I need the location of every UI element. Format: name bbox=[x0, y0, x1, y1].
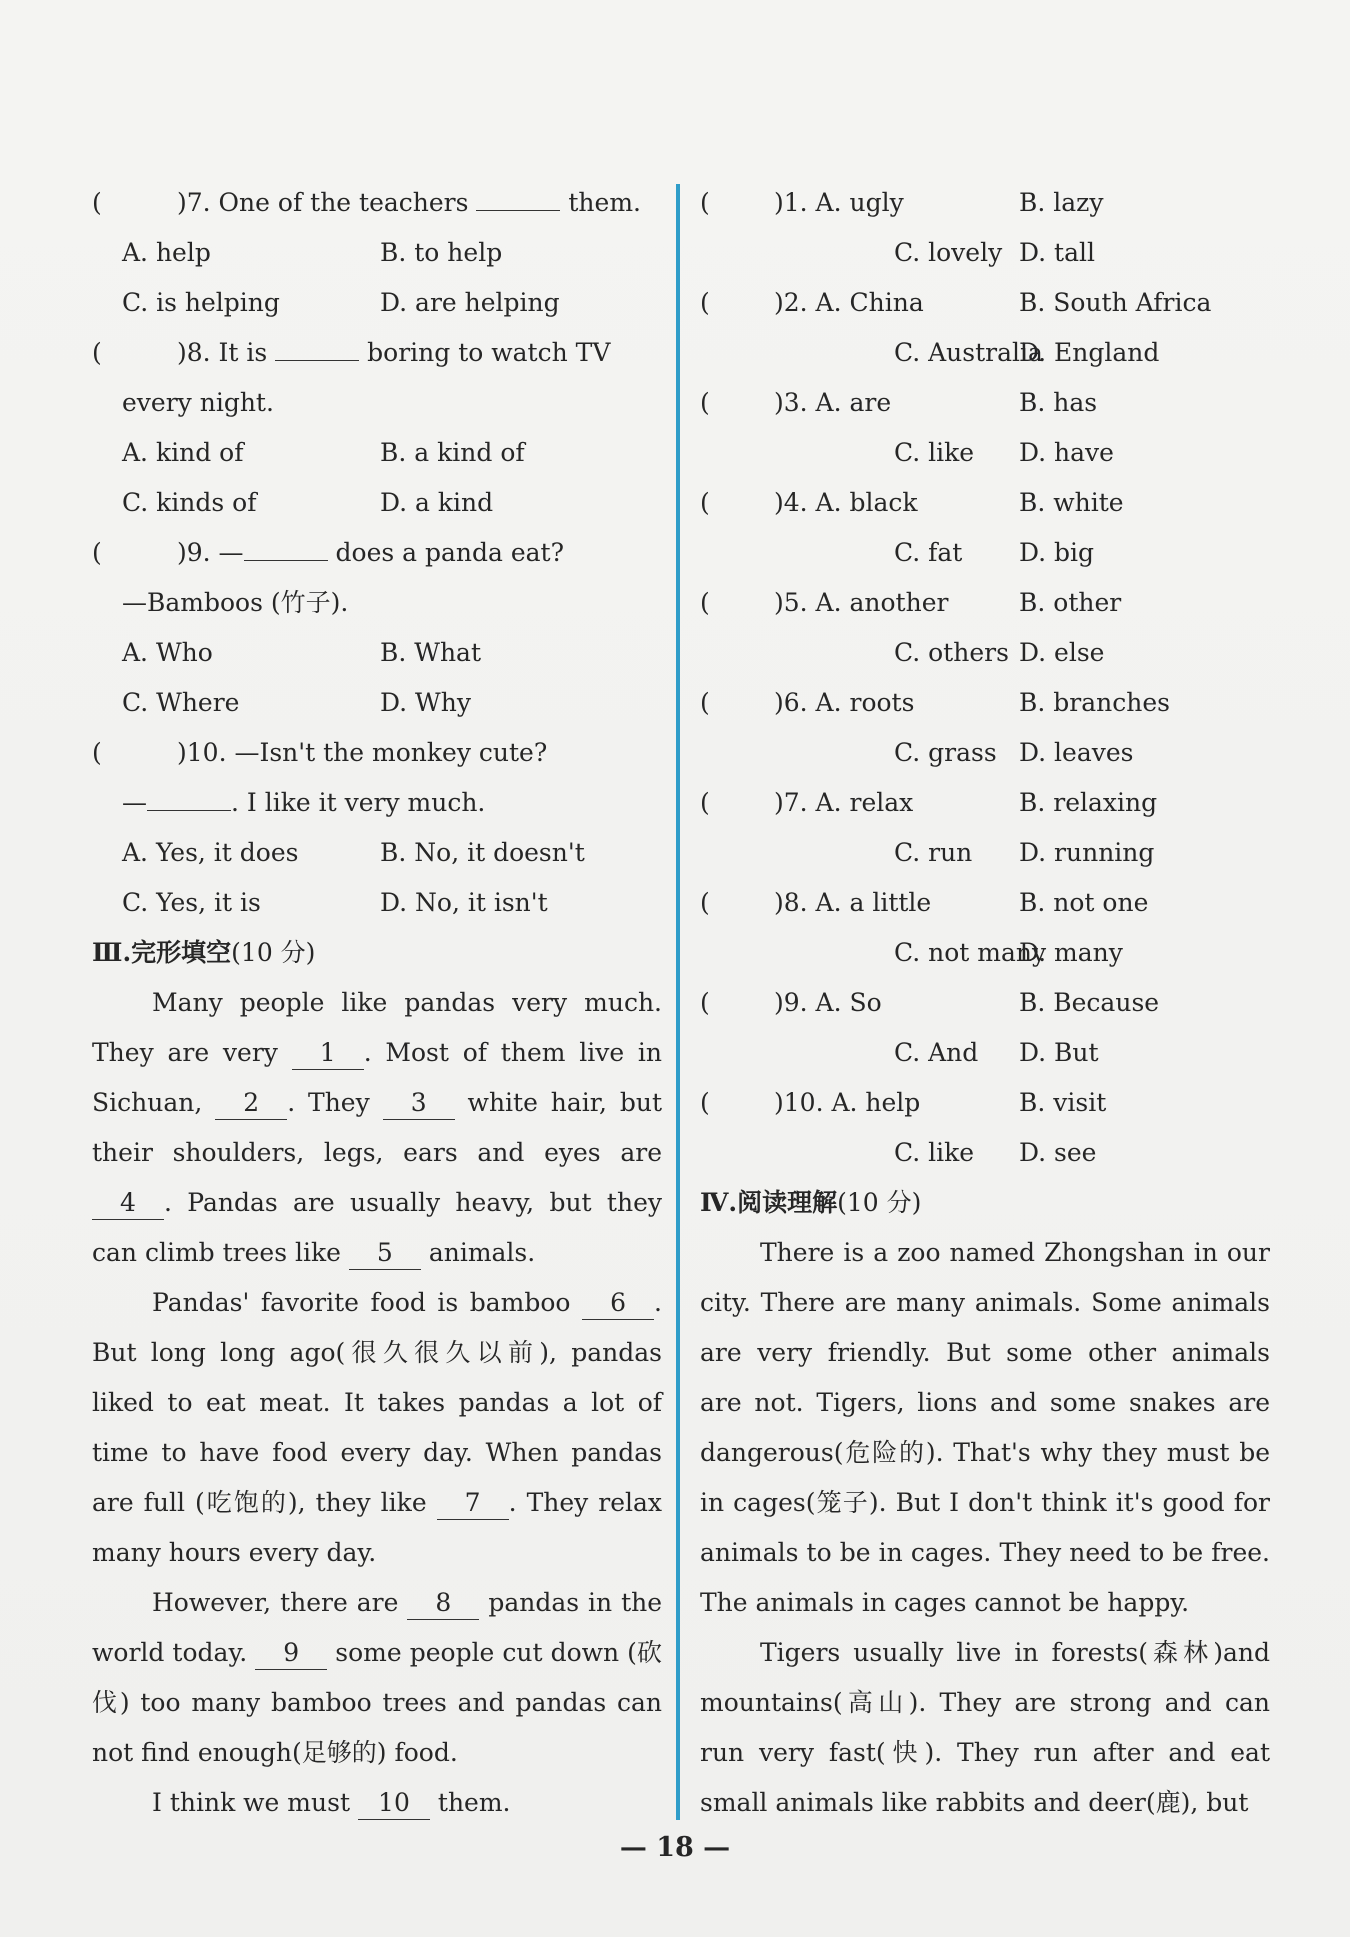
cloze-item-2-row2 bbox=[700, 328, 1270, 378]
answer-paren[interactable]: ( bbox=[700, 288, 710, 317]
option-a[interactable]: A. kind of bbox=[122, 438, 244, 467]
cloze-text: I think we must bbox=[152, 1788, 350, 1817]
answer-paren[interactable]: ( bbox=[700, 1088, 710, 1117]
cloze-blank-1[interactable]: 1 bbox=[292, 1037, 364, 1070]
option-a[interactable]: )2. A. China bbox=[774, 288, 924, 317]
option-b[interactable]: B. branches bbox=[1019, 688, 1170, 717]
option-a[interactable]: )4. A. black bbox=[774, 488, 918, 517]
cloze-text: white hair, but their shoulders, legs, ears and eyes are bbox=[92, 1088, 662, 1167]
option-d[interactable]: D. many bbox=[1019, 938, 1123, 967]
option-d[interactable]: D. see bbox=[1019, 1138, 1097, 1167]
answer-paren[interactable]: ( bbox=[700, 888, 710, 917]
options-row bbox=[92, 478, 662, 528]
cloze-blank-10[interactable]: 10 bbox=[358, 1787, 430, 1820]
question-tail: them. bbox=[568, 188, 641, 217]
options-row bbox=[92, 678, 662, 728]
cloze-blank-6[interactable]: 6 bbox=[582, 1287, 654, 1320]
cloze-item-3-row2 bbox=[700, 428, 1270, 478]
option-c[interactable]: C. Australia bbox=[894, 338, 1043, 367]
option-d[interactable]: D. else bbox=[1019, 638, 1105, 667]
option-a[interactable]: )7. A. relax bbox=[774, 788, 914, 817]
cloze-text: . Most of them live in Sichuan, bbox=[92, 1038, 663, 1117]
question-continuation: every night. bbox=[122, 388, 274, 417]
options-row bbox=[92, 278, 662, 328]
cloze-text: Many people like pandas very much. They are very bbox=[92, 988, 662, 1067]
question-9 bbox=[92, 528, 662, 578]
option-c[interactable]: C. not many bbox=[894, 938, 1047, 967]
question-8 bbox=[92, 328, 662, 378]
option-a[interactable]: )1. A. ugly bbox=[774, 188, 904, 217]
option-a[interactable]: )9. A. So bbox=[774, 988, 882, 1017]
option-b[interactable]: B. white bbox=[1019, 488, 1124, 517]
answer-paren[interactable]: ( bbox=[92, 538, 102, 567]
answer-paren[interactable]: ( bbox=[700, 788, 710, 817]
option-d[interactable]: D. England bbox=[1019, 338, 1160, 367]
section-score: (10 分) bbox=[231, 938, 316, 967]
cloze-text: pandas in the world today. bbox=[92, 1588, 663, 1667]
option-c[interactable]: C. run bbox=[894, 838, 973, 867]
cloze-text: . But long long ago(很久很久以前), pandas liked to eat meat. It takes pandas a lot of time to have food every day. When pandas are full (吃饱的), they like bbox=[92, 1288, 662, 1517]
cloze-item-6 bbox=[700, 678, 1270, 728]
cloze-text: Pandas' favorite food is bamboo bbox=[152, 1288, 571, 1317]
option-d[interactable]: D. leaves bbox=[1019, 738, 1134, 767]
answer-paren[interactable]: ( bbox=[92, 188, 102, 217]
right-column bbox=[700, 178, 1270, 1828]
question-7 bbox=[92, 178, 662, 228]
option-c[interactable]: C. kinds of bbox=[122, 488, 257, 517]
cloze-item-5 bbox=[700, 578, 1270, 628]
cloze-blank-9[interactable]: 9 bbox=[255, 1637, 327, 1670]
cloze-text: . They relax many hours every day. bbox=[92, 1488, 662, 1567]
cloze-item-3 bbox=[700, 378, 1270, 428]
option-c[interactable]: C. grass bbox=[894, 738, 997, 767]
blank bbox=[275, 360, 359, 361]
answer-paren[interactable]: ( bbox=[700, 988, 710, 1017]
cloze-text: . They bbox=[287, 1088, 370, 1117]
answer-paren[interactable]: ( bbox=[92, 738, 102, 767]
cloze-text: . Pandas are usually heavy, but they can climb trees like bbox=[92, 1188, 662, 1267]
section-title: 阅读理解 bbox=[737, 1188, 838, 1217]
answer-paren[interactable]: ( bbox=[700, 588, 710, 617]
question-continuation bbox=[92, 778, 662, 828]
option-c[interactable]: C. is helping bbox=[122, 288, 280, 317]
cloze-text: some people cut down (砍伐) too many bamboo trees and pandas can not find enough(足够的) food. bbox=[92, 1638, 663, 1767]
cloze-blank-3[interactable]: 3 bbox=[383, 1087, 455, 1120]
option-c[interactable]: C. others bbox=[894, 638, 1009, 667]
page-number: — 18 — bbox=[619, 1832, 731, 1863]
cloze-item-9-row2 bbox=[700, 1028, 1270, 1078]
option-a[interactable]: A. Yes, it does bbox=[122, 838, 299, 867]
cloze-item-9 bbox=[700, 978, 1270, 1028]
cloze-item-6-row2 bbox=[700, 728, 1270, 778]
option-b[interactable]: B. a kind of bbox=[380, 438, 525, 467]
option-b[interactable]: B. What bbox=[380, 638, 482, 667]
options-row bbox=[92, 628, 662, 678]
option-d[interactable]: D. big bbox=[1019, 538, 1095, 567]
options-row bbox=[92, 228, 662, 278]
cloze-item-10 bbox=[700, 1078, 1270, 1128]
dash: — bbox=[122, 788, 147, 817]
section-score: (10 分) bbox=[837, 1188, 922, 1217]
option-a[interactable]: )5. A. another bbox=[774, 588, 949, 617]
option-d[interactable]: D. are helping bbox=[380, 288, 560, 317]
cloze-text: However, there are bbox=[152, 1588, 399, 1617]
cloze-blank-8[interactable]: 8 bbox=[407, 1587, 479, 1620]
cloze-paragraph-3 bbox=[92, 1578, 662, 1778]
cloze-blank-5[interactable]: 5 bbox=[349, 1237, 421, 1270]
cloze-item-1-row2 bbox=[700, 228, 1270, 278]
option-b[interactable]: B. visit bbox=[1019, 1088, 1107, 1117]
option-b[interactable]: B. lazy bbox=[1019, 188, 1104, 217]
cloze-blank-7[interactable]: 7 bbox=[437, 1487, 509, 1520]
cloze-item-2 bbox=[700, 278, 1270, 328]
reading-paragraph-1 bbox=[700, 1228, 1270, 1628]
answer-paren[interactable]: ( bbox=[700, 388, 710, 417]
option-b[interactable]: B. has bbox=[1019, 388, 1098, 417]
blank bbox=[147, 810, 231, 811]
cloze-options-list bbox=[700, 178, 1270, 1178]
question-10 bbox=[92, 728, 662, 778]
option-d[interactable]: D. running bbox=[1019, 838, 1155, 867]
option-c[interactable]: C. fat bbox=[894, 538, 963, 567]
option-b[interactable]: B. other bbox=[1019, 588, 1122, 617]
option-a[interactable]: A. Who bbox=[122, 638, 213, 667]
option-a[interactable]: )3. A. are bbox=[774, 388, 892, 417]
option-d[interactable]: D. Why bbox=[380, 688, 471, 717]
option-c[interactable]: C. like bbox=[894, 438, 975, 467]
options-row bbox=[92, 428, 662, 478]
question-tail: does a panda eat? bbox=[335, 538, 565, 567]
cloze-blank-2[interactable]: 2 bbox=[215, 1087, 287, 1120]
cloze-paragraph-1 bbox=[92, 978, 662, 1278]
answer-paren[interactable]: ( bbox=[92, 338, 102, 367]
option-c[interactable]: C. Yes, it is bbox=[122, 888, 261, 917]
cloze-item-5-row2 bbox=[700, 628, 1270, 678]
reading-text: Tigers usually live in forests(森林)and mountains(高山). They are strong and can run very fast(快). They run after and eat small animals like rabbits and deer(鹿), but bbox=[700, 1638, 1270, 1817]
option-d[interactable]: D. a kind bbox=[380, 488, 494, 517]
cloze-item-4-row2 bbox=[700, 528, 1270, 578]
section-roman: Ⅳ. bbox=[700, 1188, 738, 1217]
option-b[interactable]: B. No, it doesn't bbox=[380, 838, 585, 867]
question-continuation: —Bamboos (竹子). bbox=[122, 588, 349, 617]
option-c[interactable]: C. Where bbox=[122, 688, 240, 717]
option-a[interactable]: )8. A. a little bbox=[774, 888, 932, 917]
answer-paren[interactable]: ( bbox=[700, 488, 710, 517]
cloze-blank-4[interactable]: 4 bbox=[92, 1187, 164, 1220]
cloze-item-4 bbox=[700, 478, 1270, 528]
reading-text: There is a zoo named Zhongshan in our city. There are many animals. Some animals are very friendly. But some other animals are not. Tigers, lions and some snakes are dangerous(危险的). That's why they must be in cages(笼子). But I don't think it's good for animals to be in cages. They need to be free. The animals in cages cannot be happy. bbox=[700, 1238, 1270, 1617]
question-stem: )8. It is bbox=[177, 338, 268, 367]
option-d[interactable]: D. But bbox=[1019, 1038, 1099, 1067]
option-b[interactable]: B. relaxing bbox=[1019, 788, 1158, 817]
option-d[interactable]: D. tall bbox=[1019, 238, 1095, 267]
cloze-item-8-row2 bbox=[700, 928, 1270, 978]
question-stem: )10. —Isn't the monkey cute? bbox=[177, 738, 548, 767]
options-row bbox=[92, 828, 662, 878]
option-c[interactable]: C. And bbox=[894, 1038, 979, 1067]
reading-paragraph-2 bbox=[700, 1628, 1270, 1828]
left-column bbox=[92, 178, 662, 1828]
option-d[interactable]: D. No, it isn't bbox=[380, 888, 548, 917]
option-b[interactable]: B. not one bbox=[1019, 888, 1149, 917]
option-c[interactable]: C. like bbox=[894, 1138, 975, 1167]
question-stem: )9. — bbox=[177, 538, 244, 567]
cloze-text: them. bbox=[437, 1788, 511, 1817]
cloze-item-10-row2 bbox=[700, 1128, 1270, 1178]
section-heading-4 bbox=[700, 1178, 1270, 1228]
options-row bbox=[92, 878, 662, 928]
option-a[interactable]: )6. A. roots bbox=[774, 688, 915, 717]
question-stem: )7. One of the teachers bbox=[177, 188, 469, 217]
section-roman: Ⅲ. bbox=[92, 938, 132, 967]
option-b[interactable]: B. Because bbox=[1019, 988, 1160, 1017]
cloze-item-7 bbox=[700, 778, 1270, 828]
cloze-item-1 bbox=[700, 178, 1270, 228]
option-a[interactable]: )10. A. help bbox=[774, 1088, 921, 1117]
answer-paren[interactable]: ( bbox=[700, 188, 710, 217]
column-divider bbox=[676, 184, 680, 1820]
answer-paren[interactable]: ( bbox=[700, 688, 710, 717]
blank bbox=[244, 560, 328, 561]
cloze-item-7-row2 bbox=[700, 828, 1270, 878]
option-a[interactable]: A. help bbox=[122, 238, 211, 267]
option-d[interactable]: D. have bbox=[1019, 438, 1114, 467]
section-heading-3 bbox=[92, 928, 662, 978]
option-b[interactable]: B. South Africa bbox=[1019, 288, 1212, 317]
continuation-text: . I like it very much. bbox=[231, 788, 486, 817]
cloze-paragraph-2 bbox=[92, 1278, 662, 1578]
cloze-paragraph-4 bbox=[92, 1778, 662, 1828]
cloze-item-8 bbox=[700, 878, 1270, 928]
option-b[interactable]: B. to help bbox=[380, 238, 503, 267]
blank bbox=[476, 210, 560, 211]
option-c[interactable]: C. lovely bbox=[894, 238, 1003, 267]
cloze-text: animals. bbox=[428, 1238, 536, 1267]
question-tail: boring to watch TV bbox=[367, 338, 611, 367]
section-title: 完形填空 bbox=[131, 938, 232, 967]
